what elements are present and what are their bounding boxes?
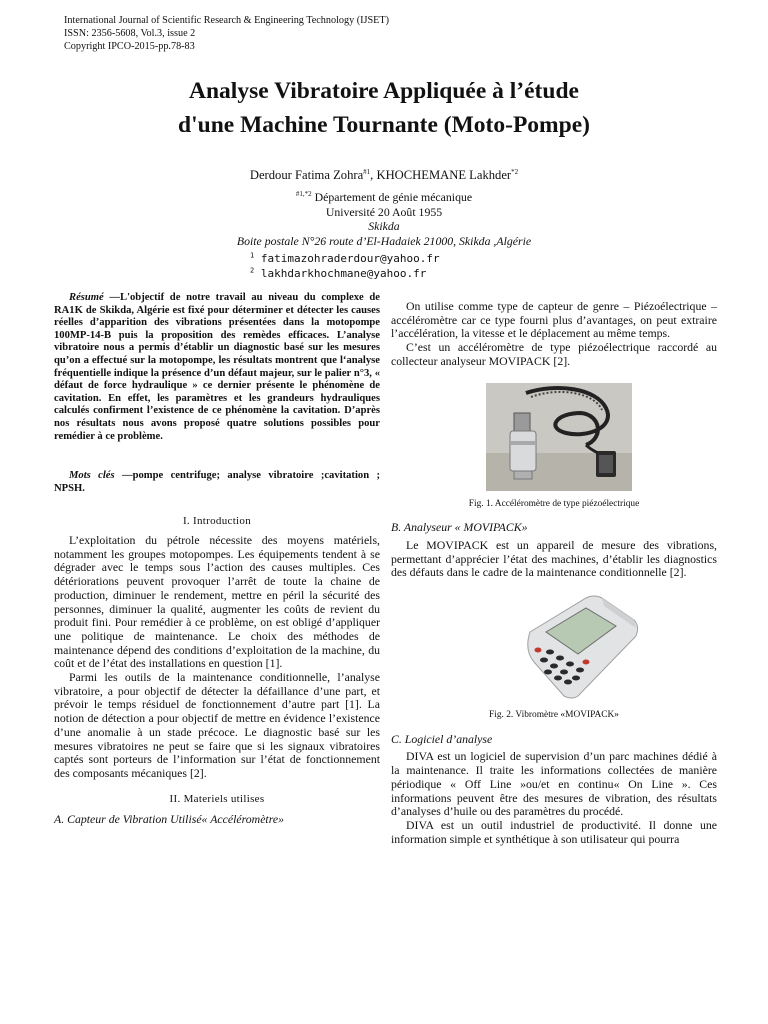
title-line-1: Analyse Vibratoire Appliquée à l’étude [189,78,579,104]
figure-2-caption: Fig. 2. Vibromètre «MOVIPACK» [489,710,619,721]
abstract [54,292,380,443]
keywords [54,470,380,495]
logiciel-paragraph-1: DIVA est un logiciel de supervision d’un parc machines dédié à la maintenance. Il traite les informations collectées de manière périodique « Off Line »ou/et en continu« On Line ». Ces informations peuvent être des mesures de vibration, des résultats d’analyses d’huile ou des paramètres du procédé. [391,749,717,819]
introduction-paragraph-2: Parmi les outils de la maintenance conditionnelle, l’analyse vibratoire, a pour objectif de détecter la défaillance d’une part, et prévoir le temps résiduel de fonctionnement d’autre part [1]. La notion de détection a pour objectif de mettre en évidence l’existence d’une anomalie à un stade précoce. Le diagnostic basé sur les mesures vibratoires ne peut se faire que si les signaux vibratoires captés sont porteurs de l’information sur l’état de fonctionnement des composants mécaniques [2]. [54,670,380,780]
affiliation [0,190,768,248]
capteur-paragraph-1: On utilise comme type de capteur de genre – Piézoélectrique – accéléromètre car ce type fourni plus d’avantages, on peut extraire l’accélération, la vitesse et le déplacement au même temps. [391,299,717,341]
affiliation-marker: #1,*2 [295,190,312,199]
capteur-paragraph-2: C’est un accéléromètre de type piézoélectrique raccordé au collecteur analyseur MOVIPACK [2]. [391,340,717,368]
left-column [54,292,380,831]
email-2-marker: 2 [250,265,255,274]
city: Skikda [368,219,400,233]
section-heading-materiels: II. Materiels utilises [169,792,265,805]
author-1: Derdour Fatima Zohra [249,168,364,182]
university: Université 20 Août 1955 [325,204,443,219]
subsection-heading-analyseur: B. Analyseur « MOVIPACK» [391,520,528,535]
accelerometer-image [486,383,632,491]
keywords-text: —pompe centrifuge; analyse vibratoire ;cavitation ; NPSH. [54,470,380,494]
keywords-label: Mots clés [69,470,115,482]
abstract-label: Résumé [69,292,104,303]
authors [0,168,768,183]
right-column [391,300,717,846]
subsection-heading-capteur: A. Capteur de Vibration Utilisé« Accéléromètre» [54,812,284,827]
figure-accelerometer-photo [486,383,632,491]
figure-1-caption: Fig. 1. Accéléromètre de type piézoélectrique [468,498,640,509]
email-1[interactable]: fatimazohraderdour@yahoo.fr [260,252,440,265]
journal-header [64,14,389,53]
email-2[interactable]: lakhdarkhochmane@yahoo.fr [260,266,427,280]
introduction-paragraph-1: L’exploitation du pétrole nécessite des moyens matériels, notamment les groupes motopompes. Les équipements tendent à se dégrader avec le temps sous l’action des causes multiples. Ces détériorations peuvent provoquer l’arrêt de toute la chaine de production, diminuer le rendement, mettre en péril la sécurité des personnes, diminuer la qualité, augmenter les coûts de revient du produit fini. Pour remédier à ce problème, on est obligé d’appliquer une politique de maintenance. Le choix des méthodes de maintenance dépend des conditions d’exploitation de la machine, du coût et de l’état des installations en question [1]. [54,533,380,671]
analyseur-paragraph: Le MOVIPACK est un appareil de mesure des vibrations, permettant d’apprécier l’état des machines, d’établir les diagnostics des défauts dans le cadre de la maintenance conditionnelle [2]. [391,537,717,580]
abstract-text: —L'objectif de notre travail au niveau du complexe de RA1K de Skikda, Algérie est fixé pour déterminer et détecter les causes réelles d’apparition des vibrations présentées dans la motopompe 100MP-14-B puis la proposition des remèdes efficaces. L’analyse vibratoire nous a permis d’établir un diagnostic basé sur les mesures qu’on a effectué sur la motopompe, les résultats montrent que l‘analyse fréquentielle indique la présence d’un défaut majeur, sur le palier n°3, « défaut de force hydraulique » ce dernier présente le phénomène de cavitation. En effet, les paramètres et les grandeurs hydrauliques calculés confirment l’existence de ce phénomène la cavitation. D’après nos résultats nous avons proposé quatre solutions possibles pour remédier à ce problème. [54,292,380,442]
title-line-2: d'une Machine Tournante (Moto-Pompe) [178,112,590,138]
journal-issn: ISSN: 2356-5608, Vol.3, issue 2 [64,28,196,39]
section-heading-introduction: I. Introduction [182,515,252,528]
author-separator: , [370,168,377,182]
movipack-image [516,592,646,702]
emails [250,252,440,281]
author-2: KHOCHEMANE Lakhder [376,168,512,182]
department: Département de génie mécanique [311,190,473,204]
subsection-heading-logiciel: C. Logiciel d’analyse [391,731,493,746]
logiciel-paragraph-2: DIVA est un outil industriel de productivité. Il donne une information simple et synthétique à son utilisateur qui pourra [391,817,717,846]
journal-copyright: Copyright IPCO-2015-pp.78-83 [64,41,195,52]
author-1-marker: #1 [363,167,371,176]
journal-name: International Journal of Scientific Research & Engineering Technology (IJSET) [64,15,389,26]
figure-movipack-photo [516,592,646,702]
email-1-marker: 1 [250,251,255,260]
postal-address: Boite postale N°26 route d’El-Hadaiek 21000, Skikda ,Algérie [236,233,532,248]
author-2-marker: *2 [511,167,519,176]
paper-title [0,74,768,142]
